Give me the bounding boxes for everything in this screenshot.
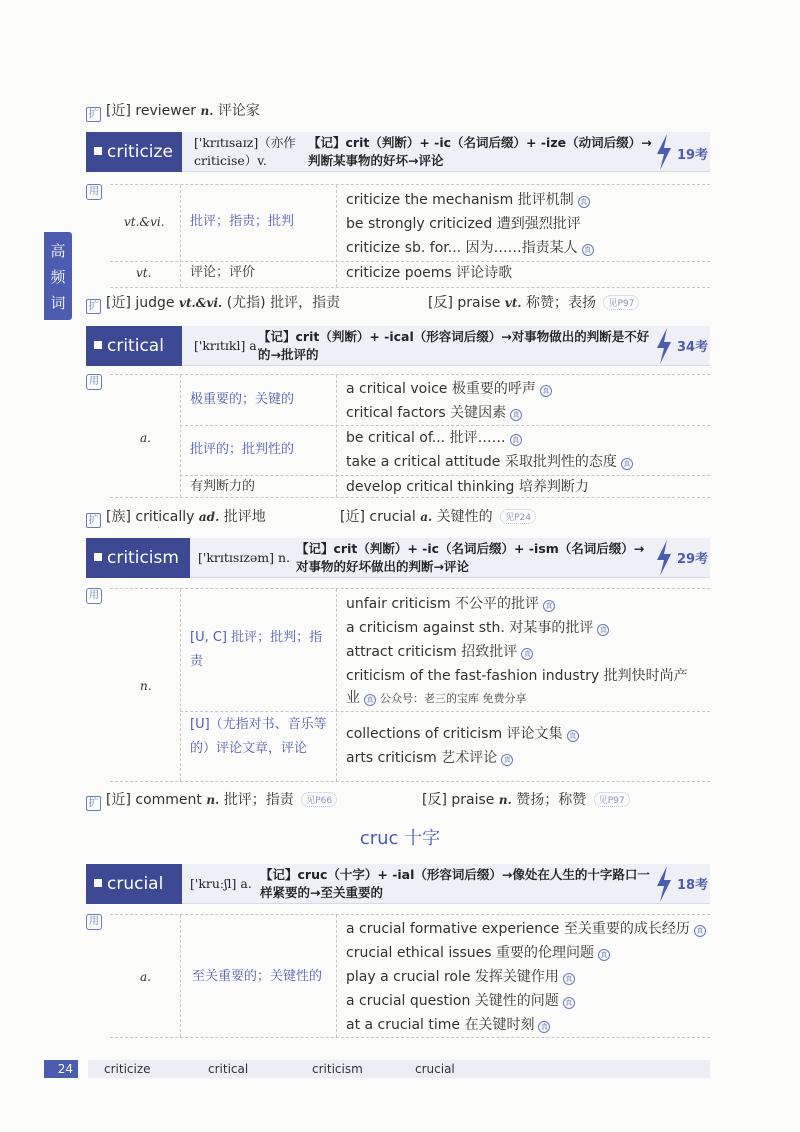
audio-icon[interactable]: 真 [510, 434, 522, 446]
phonetic: ['kruːʃl] a. [190, 876, 252, 891]
example-text: critical factors 关键因素 [346, 405, 507, 421]
lightning-icon [655, 540, 673, 576]
ext-pos: ad. [198, 510, 220, 524]
example [346, 941, 610, 965]
example-text: at a crucial time 在关键时刻 [346, 1017, 535, 1033]
memory-note: 【记】cruc（十字）+ -ial（形容词后缀）→像处在人生的十字路口一样紧要的→至关重要的 [260, 867, 650, 900]
ext-tag: [近] [106, 295, 131, 311]
meaning-cell: 至关重要的；关键性的 [192, 969, 323, 984]
kuo-icon: 扩 [86, 513, 101, 528]
example [346, 426, 522, 450]
yong-icon: 用 [86, 184, 102, 200]
ext-meaning: 批评地 [223, 509, 266, 525]
example [346, 1013, 550, 1037]
memory-note: 【记】crit（判断）+ -ic（名词后缀）+ -ize（动词后缀）→判断某事物的好坏→评论 [308, 135, 652, 168]
meaning-cell: 批评；指责；批判 [190, 214, 295, 229]
ext-word: comment [135, 792, 202, 808]
example-text: take a critical attitude 采取批判性的态度 [346, 454, 617, 470]
pos-cell: vt. [136, 266, 152, 280]
pos-cell: n. [140, 679, 152, 693]
example-text: arts criticism 艺术评论 [346, 750, 498, 766]
example [346, 664, 688, 688]
pos-cell: a. [140, 970, 151, 984]
ext-meaning: (尤指) 批评，指责 [226, 295, 341, 311]
audio-icon[interactable]: 真 [510, 409, 522, 421]
example-text: 业 [346, 690, 360, 706]
square-bullet-icon [94, 341, 102, 349]
example-text: attract criticism 招致批评 [346, 644, 518, 660]
page-ref-link[interactable]: 见P97 [603, 295, 639, 310]
audio-icon[interactable]: 真 [621, 458, 633, 470]
phonetic: ['krɪtɪkl] a. [194, 338, 261, 353]
audio-icon[interactable]: 真 [582, 244, 594, 256]
lightning-icon [655, 328, 673, 364]
footer-word-bar [88, 1060, 710, 1078]
memory-note: 【记】crit（判断）+ -ical（形容词后缀）→对事物做出的判断是不好的→批评的 [258, 329, 650, 362]
audio-icon[interactable]: 真 [501, 754, 513, 766]
ext-meaning: 关键性的 [436, 509, 493, 525]
pos-cell: a. [140, 431, 151, 445]
meaning-cell: 评论；评价 [190, 265, 256, 280]
root-heading: cruc 十字 [359, 828, 441, 849]
ext-word: judge [135, 295, 175, 311]
exam-count: 19考 [677, 148, 709, 163]
lightning-icon [655, 866, 673, 902]
ext-word: crucial [369, 509, 416, 525]
audio-icon[interactable]: 真 [543, 600, 555, 612]
square-bullet-icon [94, 147, 102, 155]
audio-icon[interactable]: 真 [538, 1021, 550, 1033]
ext-tag: [反] [428, 295, 453, 311]
example [346, 965, 575, 989]
ext-tag: [族] [106, 509, 131, 525]
lightning-icon [655, 134, 673, 170]
example [346, 401, 522, 425]
ext-pos: a. [420, 510, 433, 524]
entry-header-criticize [86, 132, 710, 172]
meaning-cell: [U, C] 批评；批判；指责 [190, 630, 323, 669]
ext-word: critically [135, 509, 195, 525]
example-text: a crucial question 关键性的问题 [346, 993, 559, 1009]
ext-line-right [340, 506, 536, 526]
ext-tag: [反] [422, 792, 447, 808]
square-bullet-icon [94, 879, 102, 887]
audio-icon[interactable]: 真 [597, 624, 609, 636]
usage-table-criticism [110, 588, 710, 782]
entry-header-crucial [86, 864, 710, 904]
meaning-cell: 极重要的；关键的 [190, 392, 295, 407]
example-text: be critical of... 批评…… [346, 430, 506, 446]
example-text: criticize sb. for... 因为……指责某人 [346, 240, 578, 256]
phonetic [194, 134, 302, 170]
example-text: a criticism against sth. 对某事的批评 [346, 620, 594, 636]
ext-tag: [近] [106, 103, 131, 119]
ext-line-left [86, 292, 340, 314]
ext-line-right [428, 292, 639, 312]
ext-tag: [近] [340, 509, 365, 525]
page-ref-link[interactable]: 见P97 [594, 792, 630, 807]
example [346, 377, 552, 401]
ext-meaning: 称赞；表扬 [526, 295, 597, 311]
example [346, 592, 555, 616]
ext-pos: n. [498, 793, 512, 807]
ext-word: praise [451, 792, 495, 808]
example-text: criticize poems 评论诗歌 [346, 265, 513, 281]
example [346, 475, 589, 499]
ext-pos: vt. [504, 296, 522, 310]
usage-table-critical [110, 374, 710, 498]
headword-text: critical [107, 336, 164, 356]
example [346, 989, 575, 1013]
example [346, 236, 594, 260]
audio-icon[interactable]: 真 [521, 648, 533, 660]
headword-text: criticism [107, 548, 179, 568]
ext-word: praise [457, 295, 501, 311]
entry-header-criticism [86, 538, 710, 578]
yong-icon: 用 [86, 588, 102, 604]
usage-table-crucial [110, 914, 710, 1038]
page-number: 24 [44, 1060, 78, 1078]
audio-icon[interactable]: 真 [567, 730, 579, 742]
ext-line-right [422, 789, 630, 809]
usage-table-criticize [110, 184, 710, 288]
exam-count: 29考 [677, 552, 709, 567]
example [346, 722, 579, 746]
page-footer [44, 1060, 710, 1078]
kuo-icon: 扩 [86, 299, 101, 314]
example [346, 640, 533, 664]
example-text: play a crucial role 发挥关键作用 [346, 969, 559, 985]
example-text: crucial ethical issues 重要的伦理问题 [346, 945, 595, 961]
example [346, 917, 706, 941]
ext-meaning: 评论家 [217, 103, 260, 119]
audio-icon[interactable]: 真 [364, 694, 376, 706]
meaning-cell: [U]（尤指对书、音乐等的）评论文章，评论 [190, 717, 327, 756]
example-text: a crucial formative experience 至关重要的成长经历 [346, 921, 690, 937]
headword-text: crucial [107, 874, 164, 894]
kuo-icon: 扩 [86, 107, 101, 122]
example-text: criticize the mechanism 批评机制 [346, 192, 574, 208]
headword-text: criticize [107, 142, 173, 162]
example-text: be strongly criticized 遭到强烈批评 [346, 216, 581, 232]
kuo-icon: 扩 [86, 796, 101, 811]
phonetic-line: ['krɪtɪsaɪz]（亦作 [194, 135, 296, 150]
example [346, 450, 633, 474]
headword [86, 864, 182, 904]
ext-meaning: 批评；指责 [223, 792, 294, 808]
yong-icon: 用 [86, 914, 102, 930]
example-text: criticism of the fast-fashion industry 批判快时尚产 [346, 668, 688, 684]
meaning-cell: 批评的；批判性的 [190, 442, 295, 457]
example [346, 616, 609, 640]
example-text: collections of criticism 评论文集 [346, 726, 563, 742]
ext-meaning: 赞扬；称赞 [516, 792, 587, 808]
footer-word[interactable]: criticism [312, 1062, 363, 1076]
audio-icon[interactable]: 真 [598, 949, 610, 961]
phonetic: ['krɪtɪsɪzəm] n. [198, 550, 291, 565]
audio-icon[interactable]: 真 [694, 925, 706, 937]
page-ref-link[interactable]: 见P24 [500, 509, 536, 524]
example [346, 686, 527, 711]
headword [86, 538, 190, 578]
watermark-text: 公众号：老三的宝库 免费分享 [380, 692, 527, 705]
page-ref-link[interactable]: 见P66 [301, 792, 337, 807]
example [346, 261, 512, 285]
footer-word[interactable]: criticize [104, 1062, 151, 1076]
ext-pos: vt.&vi. [179, 296, 223, 310]
headword [86, 132, 182, 172]
square-bullet-icon [94, 553, 102, 561]
audio-icon[interactable]: 真 [563, 997, 575, 1009]
memory-note: 【记】crit（判断）+ -ic（名词后缀）+ -ism（名词后缀）→对事物的好坏做出的判断→评论 [296, 541, 645, 574]
example [346, 188, 590, 212]
ext-tag: [近] [106, 792, 131, 808]
example [346, 746, 513, 770]
example-text: unfair criticism 不公平的批评 [346, 596, 540, 612]
example [346, 212, 581, 236]
ext-line-left [86, 789, 337, 811]
phonetic-line: criticise）v. [194, 153, 267, 168]
ext-word: reviewer [135, 103, 197, 119]
side-tab-high-frequency: 高频词 [44, 232, 72, 320]
ext-pos: n. [206, 793, 220, 807]
footer-word[interactable]: critical [208, 1062, 249, 1076]
example-text: a critical voice 极重要的呼声 [346, 381, 536, 397]
meaning-cell: 有判断力的 [190, 479, 256, 494]
example-text: develop critical thinking 培养判断力 [346, 479, 589, 495]
ext-pos: n. [200, 104, 214, 118]
headword [86, 326, 182, 366]
footer-word[interactable]: crucial [415, 1062, 455, 1076]
ext-line-top [86, 100, 260, 122]
audio-icon[interactable]: 真 [540, 385, 552, 397]
audio-icon[interactable]: 真 [578, 196, 590, 208]
exam-count: 34考 [677, 340, 709, 355]
pos-cell: vt.&vi. [124, 215, 165, 229]
entry-header-critical [86, 326, 710, 366]
audio-icon[interactable]: 真 [563, 973, 575, 985]
yong-icon: 用 [86, 374, 102, 390]
exam-count: 18考 [677, 878, 709, 893]
ext-line-left [86, 506, 266, 528]
